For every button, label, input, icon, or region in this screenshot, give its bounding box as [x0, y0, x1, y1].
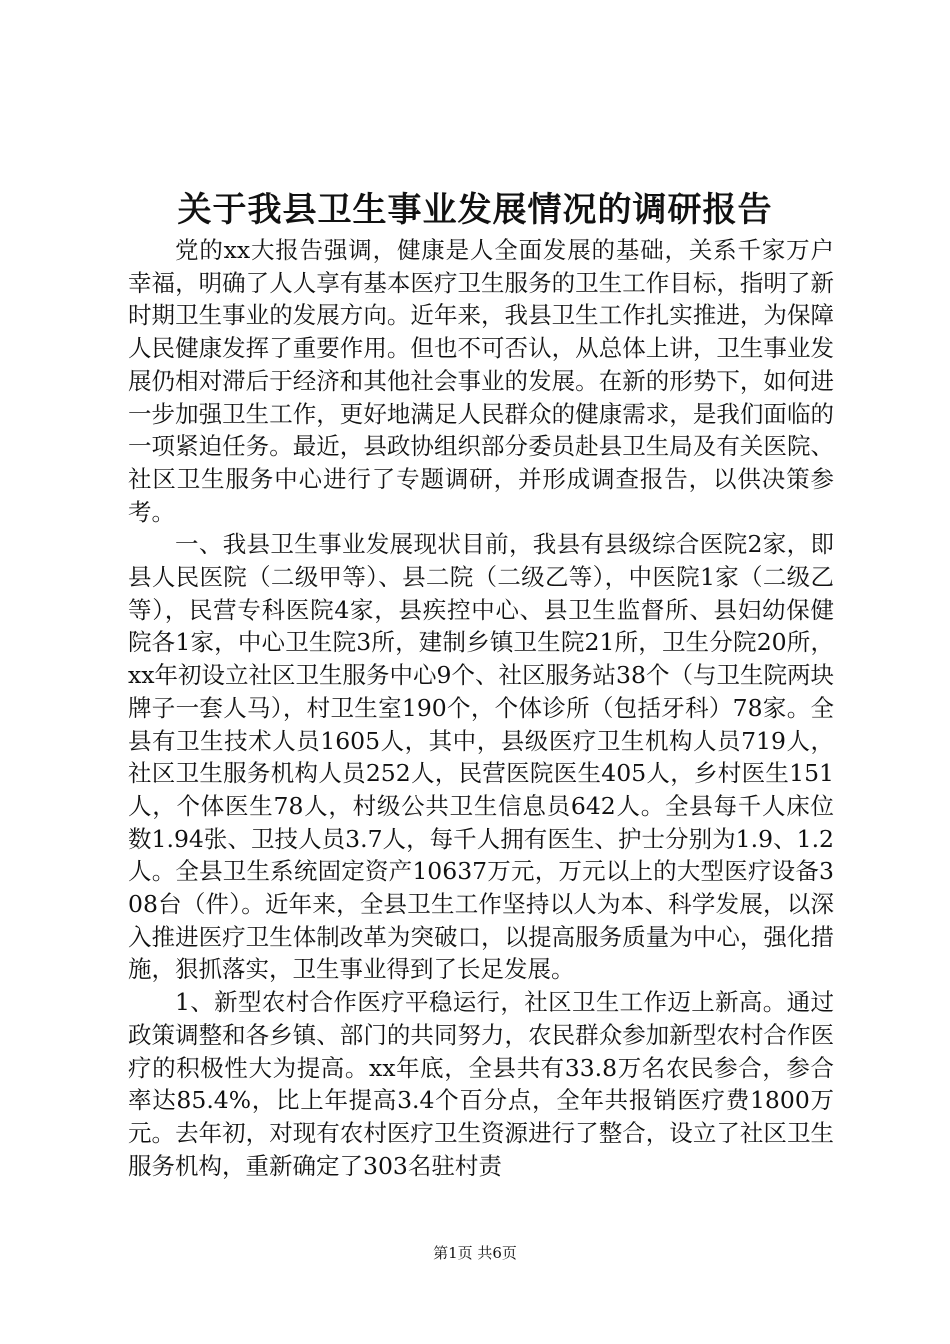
- page-footer: 第1页 共6页: [433, 1244, 517, 1262]
- paragraph-intro: 党的xx大报告强调，健康是人全面发展的基础，关系千家万户幸福，明确了人人享有基本医疗卫生服务的卫生工作目标，指明了新时期卫生事业的发展方向。近年来，我县卫生工作扎实推进，为保障人民健康发挥了重要作用。但也不可否认，从总体上讲，卫生事业发展仍相对滞后于经济和其他社会事业的发展。在新的形势下，如何进一步加强卫生工作，更好地满足人民群众的健康需求，是我们面临的一项紧迫任务。最近，县政协组织部分委员赴县卫生局及有关医院、社区卫生服务中心进行了专题调研，并形成调查报告，以供决策参考。: [128, 236, 834, 526]
- document-body: [128, 234, 834, 1182]
- paragraph-rural-cooperative: 1、新型农村合作医疗平稳运行，社区卫生工作迈上新高。通过政策调整和各乡镇、部门的共同努力，农民群众参加新型农村合作医疗的积极性大为提高。xx年底，全县共有33.8万名农民参合，参合率达85.4%，比上年提高3.4个百分点，全年共报销医疗费1800万元。去年初，对现有农村医疗卫生资源进行了整合，设立了社区卫生服务机构，重新确定了303名驻村责: [128, 988, 834, 1180]
- document-title: 关于我县卫生事业发展情况的调研报告: [177, 190, 773, 230]
- paragraph-status: 一、我县卫生事业发展现状目前，我县有县级综合医院2家，即县人民医院（二级甲等）、县二院（二级乙等），中医院1家（二级乙等），民营专科医院4家，县疾控中心、县卫生监督所、县妇幼保健院各1家，中心卫生院3所，建制乡镇卫生院21所，卫生分院20所，xx年初设立社区卫生服务中心9个、社区服务站38个（与卫生院两块牌子一套人马），村卫生室190个，个体诊所（包括牙科）78家。全县有卫生技术人员1605人，其中，县级医疗卫生机构人员719人，社区卫生服务机构人员252人，民营医院医生405人，乡村医生151人，个体医生78人，村级公共卫生信息员642人。全县每千人床位数1.94张、卫技人员3.7人，每千人拥有医生、护士分别为1.9、1.2人。全县卫生系统固定资产10637万元，万元以上的大型医疗设备308台（件）。近年来，全县卫生工作坚持以人为本、科学发展，以深入推进医疗卫生体制改革为突破口，以提高服务质量为中心，强化措施，狠抓落实，卫生事业得到了长足发展。: [128, 530, 834, 984]
